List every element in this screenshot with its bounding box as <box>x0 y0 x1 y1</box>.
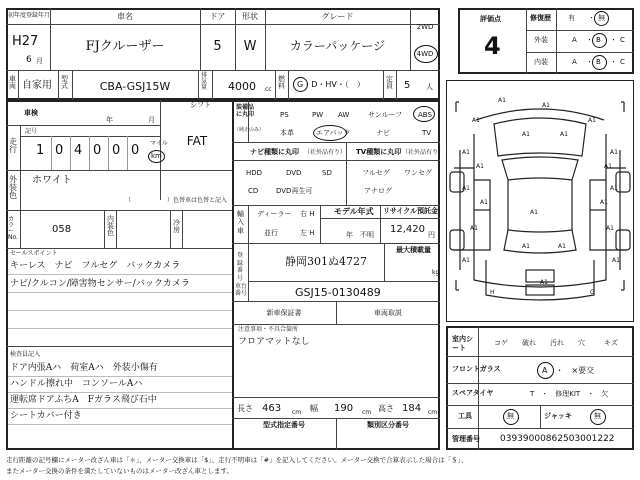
width-cm: cm <box>362 409 372 416</box>
side-mark-l1 <box>456 102 459 112</box>
sales-point-rule <box>8 328 232 329</box>
roof <box>508 180 572 232</box>
sales-point-rule <box>8 310 232 311</box>
door-label: ドア <box>209 12 226 21</box>
car-left-side <box>454 150 474 270</box>
wheel-rear-right <box>616 230 630 250</box>
first-reg-month: 6 <box>26 55 32 65</box>
navi-option: DVD再生可 <box>276 187 313 195</box>
diagram-damage-mark: G <box>590 289 595 296</box>
equipment-option: TV <box>422 129 432 137</box>
displacement-label: 排気量 <box>201 72 208 91</box>
diagram-damage-mark: A1 <box>462 185 470 192</box>
navi-option: DVD <box>286 169 302 177</box>
drive-2wd: 2WD <box>416 23 434 31</box>
navi-option: CD <box>248 187 259 195</box>
inspection-month-unit: 月 <box>148 116 155 124</box>
car-name: FJクルーザー <box>85 39 165 54</box>
equipment-option: PS <box>280 111 289 119</box>
interior-option: C <box>620 58 625 66</box>
equipment-option: PW <box>312 111 324 119</box>
odometer-digit: 0 <box>93 143 102 158</box>
chassis-label: 車台番号 <box>235 283 248 297</box>
wheel-rear-left <box>450 230 464 250</box>
model-year-label: モデル年式 <box>334 207 374 216</box>
length-label: 長さ <box>237 404 253 413</box>
diagram-damage-mark: A1 <box>462 257 470 264</box>
diagram-damage-mark: A1 <box>472 117 480 124</box>
exterior-label: 外装 <box>534 36 548 44</box>
diagram-damage-mark: A1 <box>588 117 596 124</box>
inspector-note-line: ハンドル擦れ中 コンソールAハ <box>10 379 143 389</box>
mgmt-value: 03939000862503001222 <box>500 434 615 444</box>
navi-option: HDD <box>246 169 263 177</box>
exterior-option: ・ <box>610 36 617 44</box>
odometer-divider <box>89 136 90 170</box>
first-reg-month-unit: 月 <box>36 57 43 65</box>
tv-sub: （社外品有り） <box>402 149 445 156</box>
mileage-sub-label: 記号 <box>25 128 38 135</box>
length-value: 463 <box>262 403 282 414</box>
equipment-sub: （純正のみ） <box>234 127 265 133</box>
diagram-damage-mark: A1 <box>542 102 550 109</box>
fuel-options: G・D・HV・（ ） <box>297 80 365 89</box>
jack-label: ジャッキ <box>544 412 572 420</box>
width-label: 幅 <box>310 404 318 413</box>
seat-option: キズ <box>604 339 618 347</box>
model-year-value: 年 不明 <box>346 231 374 239</box>
sales-point-rule <box>8 292 232 293</box>
equipment-airbag-circle <box>313 125 347 141</box>
import-dealer: ディーラー <box>257 210 292 218</box>
diagram-damage-mark: A1 <box>522 131 530 138</box>
exterior-option: ・ <box>586 36 593 44</box>
use-label: 車両 <box>9 75 16 90</box>
color-no-value: 058 <box>52 224 72 235</box>
diagram-damage-mark: A1 <box>606 225 614 232</box>
odometer-digit: 0 <box>55 143 64 158</box>
score-value: 4 <box>484 32 501 60</box>
wheel-front-right <box>616 172 630 192</box>
inspector-notes-label: 検査員記入 <box>10 351 41 358</box>
diagram-damage-mark: A1 <box>462 149 470 156</box>
equipment-option: ABS <box>418 111 432 119</box>
navi-label: ナビ種類に丸印 <box>250 148 299 156</box>
odometer-divider <box>108 136 109 170</box>
equipment-option: エアバック <box>316 129 351 137</box>
footer-line-2: またメーター交換の条件を満たしていないものはメーター改ざん車とします。 <box>6 467 233 475</box>
grade-label: グレード <box>321 12 354 21</box>
diagram-damage-mark: A1 <box>540 279 548 286</box>
exterior-option: B <box>596 36 601 44</box>
repair-option: 無 <box>598 14 605 22</box>
notes-label: 注意事項・不具合箇所 <box>238 326 299 333</box>
equipment-option: AW <box>338 111 350 119</box>
width-value: 190 <box>334 403 354 414</box>
car-name-label: 車名 <box>117 12 133 21</box>
drive-4wd: 4WD <box>416 50 434 58</box>
notes-value: フロアマットなし <box>238 337 310 347</box>
diagram-damage-mark: A1 <box>470 225 478 232</box>
diagram-damage-mark: A1 <box>560 131 568 138</box>
front-glass-label: フロントガラス <box>452 365 501 373</box>
diagram-damage-mark: A1 <box>604 163 612 170</box>
sales-point-line: キーレス ナビ フルセグ バックカメラ <box>10 261 181 271</box>
length-cm: cm <box>292 409 302 416</box>
sales-point-rule <box>8 274 232 275</box>
inspector-note-line: シートカバー付き <box>10 411 82 421</box>
tv-option: フルセグ <box>362 169 390 177</box>
diagram-damage-mark: A1 <box>498 97 506 104</box>
interior-color-label: 内装色 <box>107 215 114 237</box>
front-glass-options: A ・ ×要交 <box>542 366 595 375</box>
fuel-label: 燃料 <box>278 75 285 90</box>
diagram-damage-mark: A1 <box>558 243 566 250</box>
diagram-damage-mark: A1 <box>530 209 538 216</box>
inspector-note-line: 運転席ドアふちA Fガラス飛び石中 <box>10 395 157 405</box>
use-value: 自家用 <box>22 80 52 91</box>
jack-value: 無 <box>594 412 601 420</box>
repair-selected-circle <box>594 11 609 26</box>
odometer-digit: 4 <box>74 143 83 158</box>
odometer-divider <box>127 136 128 170</box>
interior-label: 内装 <box>534 58 548 66</box>
windshield <box>502 157 578 180</box>
side-mark-r2 <box>621 280 624 290</box>
exterior-color-value: ホワイト <box>32 175 72 186</box>
seat-option: 穴 <box>578 339 585 347</box>
mileage-unit-mile: マイル <box>150 140 168 147</box>
spare-options: T ・ 修理KIT ・ 欠 <box>530 390 609 398</box>
import-label: 輸入車 <box>237 210 244 235</box>
interior-option: B <box>596 58 601 66</box>
diagram-damage-mark: A1 <box>610 149 618 156</box>
import-parallel: 並行 <box>264 229 278 237</box>
odometer-digit: 1 <box>36 143 45 158</box>
tv-option: アナログ <box>364 187 392 195</box>
exterior-color-label: 外装色 <box>9 175 17 200</box>
exterior-option: C <box>620 36 625 44</box>
color-no-label: カラーNo. <box>8 216 18 241</box>
door-count: 5 <box>213 39 222 54</box>
tv-option: ワンセグ <box>404 169 432 177</box>
seat-option: コゲ <box>494 339 508 347</box>
spare-label: スペアタイヤ <box>452 389 494 397</box>
cc-unit: cc <box>265 86 272 93</box>
max-load-label: 最大積載量 <box>396 246 431 254</box>
odometer-digit: 0 <box>131 143 140 158</box>
ac-label: 冷房 <box>173 219 180 234</box>
side-mark-l2 <box>456 280 459 290</box>
odometer-divider <box>70 136 71 170</box>
first-reg-year: H27 <box>12 34 39 49</box>
score-label: 評価点 <box>480 15 501 23</box>
tools-value: 無 <box>507 412 514 420</box>
interior-option: A <box>572 58 577 66</box>
chassis-value: GSJ15-0130489 <box>295 286 381 299</box>
new-car-warranty: 新車保証書 <box>266 309 302 317</box>
sales-point-line: ナビ/クルコン/障害物センサー/バックカメラ <box>10 279 190 289</box>
odometer-divider <box>51 136 52 170</box>
shape-label: 形状 <box>242 12 258 21</box>
equipment-option: ナビ <box>376 129 390 137</box>
shift-value: FAT <box>186 134 208 148</box>
odometer-digit: 0 <box>112 143 121 158</box>
height-value: 184 <box>402 403 422 414</box>
door-right <box>590 180 606 250</box>
interior-selected-circle <box>592 55 607 70</box>
mileage-label: 走行 <box>9 137 17 154</box>
inspection-year-unit: 年 <box>106 116 113 124</box>
mgmt-label: 管理番号 <box>452 435 480 443</box>
capacity-label: 定員 <box>386 75 393 90</box>
model-value: CBA-GSJ15W <box>99 80 171 93</box>
registration-label: 登録番号 <box>237 252 244 282</box>
side-mark-r1 <box>621 102 624 112</box>
repair-option: 有 <box>568 14 575 22</box>
repair-option: ・ <box>588 14 595 22</box>
diagram-damage-mark: A1 <box>522 243 530 250</box>
inspector-note-rule <box>8 392 232 393</box>
max-load-kg: kg <box>432 269 440 276</box>
inspector-note-rule <box>8 424 232 425</box>
repair-label: 修復歴 <box>530 14 551 22</box>
diagram-damage-mark: A1 <box>476 163 484 170</box>
inspector-note-rule <box>8 408 232 409</box>
diagram-damage-mark: A1 <box>610 185 618 192</box>
recycle-yen: 円 <box>428 231 435 239</box>
displacement-value: 4000 <box>228 80 256 93</box>
capacity-unit: 人 <box>426 83 433 91</box>
shift-label: シフト <box>190 101 211 109</box>
capacity-value: 5 <box>404 80 411 91</box>
inspector-note-rule <box>8 376 232 377</box>
shape-value: W <box>243 39 257 54</box>
seat-option: 汚れ <box>550 339 564 347</box>
sales-points-label: セールスポイント <box>10 250 58 257</box>
height-cm: cm <box>428 409 438 416</box>
equipment-label: 装備品に丸印 <box>236 104 255 119</box>
exterior-selected-circle <box>592 33 607 48</box>
interior-option: ・ <box>586 58 593 66</box>
class-designation-label: 類別区分番号 <box>367 421 409 429</box>
inspection-label: 車検 <box>24 109 38 117</box>
equipment-abs-circle <box>413 106 435 122</box>
first-reg-label: 初年度登録年月 <box>8 12 51 19</box>
model-label: 型式 <box>61 75 68 90</box>
navi-sub: （社外品有り） <box>304 149 347 156</box>
exterior-color-note: （ ）色替車は色替と記入 <box>125 197 228 204</box>
mileage-unit-km: km <box>151 152 162 160</box>
height-label: 高さ <box>378 404 394 413</box>
grade-value: カラーパッケージ <box>289 39 386 53</box>
recycle-value: 12,420 <box>390 224 425 235</box>
tv-label: TV種類に丸印 <box>356 148 402 156</box>
seat-option: 破れ <box>522 339 536 347</box>
registration-value: 静岡301ぬ4727 <box>285 255 367 268</box>
equipment-option: 本革 <box>280 129 294 137</box>
import-left: 左 H <box>300 229 315 237</box>
tools-label: 工具 <box>458 412 472 420</box>
footer-line-1: 走行距離の記号欄にメーター改ざん車は「＊」、メーター交換車は「$」、走行不明車は「#」を記入してください。メーター交換で合算表示した場合は「＄」、 <box>6 456 468 464</box>
car-hood <box>494 118 586 156</box>
door-left <box>474 180 490 250</box>
navi-option: SD <box>322 169 332 177</box>
diagram-damage-mark: A1 <box>600 199 608 206</box>
exterior-option: A <box>572 36 577 44</box>
seat-label: 室内シート <box>452 335 473 353</box>
equipment-option: サンルーフ <box>368 111 403 119</box>
diagram-damage-mark: A1 <box>480 199 488 206</box>
recycle-label: リサイクル預託金 <box>383 207 439 215</box>
import-right: 右 H <box>300 210 315 218</box>
interior-option: ・ <box>610 58 617 66</box>
diagram-damage-mark: A1 <box>612 257 620 264</box>
diagram-damage-mark: H <box>490 289 495 296</box>
manual: 車両取説 <box>374 309 402 317</box>
type-designation-label: 型式指定番号 <box>263 421 305 429</box>
inspector-note-line: ドア内張Aハ 荷室Aハ 外装小傷有 <box>10 363 158 373</box>
